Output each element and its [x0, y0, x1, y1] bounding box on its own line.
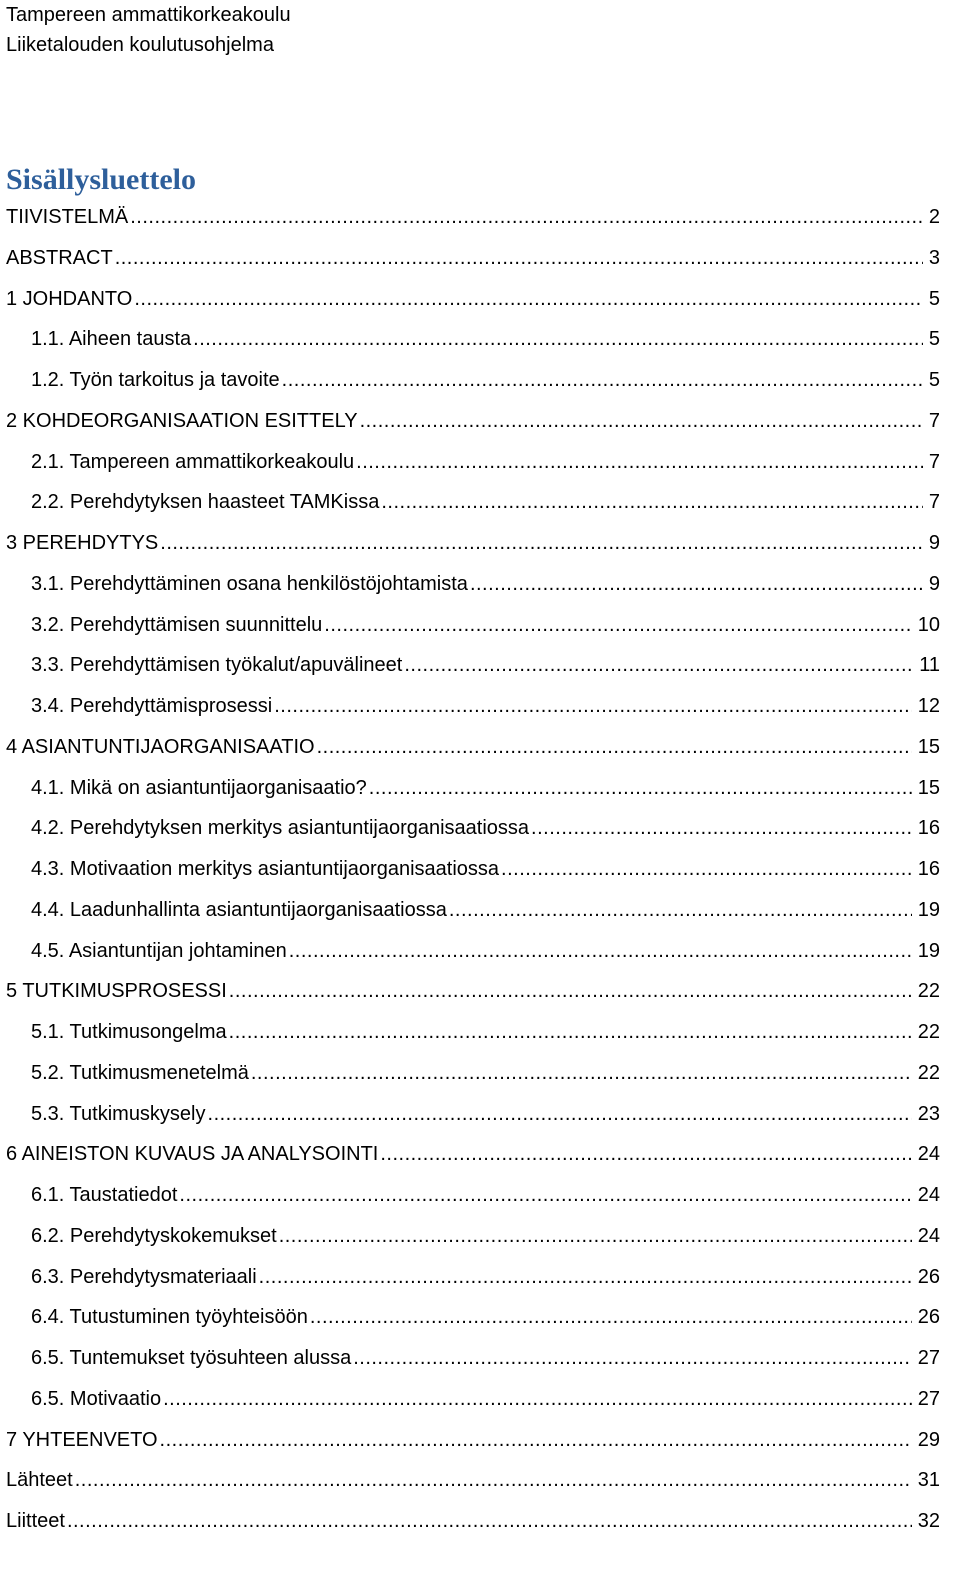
dot-leader [115, 243, 923, 273]
toc-entry-page-number: 15 [917, 777, 940, 799]
toc-entry-page-number: 29 [917, 1429, 940, 1451]
toc-entry-page-number: 5 [928, 288, 940, 310]
toc-entry-page-number: 27 [917, 1347, 940, 1369]
toc-entry-label: 2.1. Tampereen ammattikorkeakoulu [31, 451, 355, 473]
toc-entry[interactable] [31, 854, 940, 884]
toc-entry[interactable] [31, 1384, 940, 1414]
toc-entry-label: 6.2. Perehdytyskokemukset [31, 1225, 277, 1247]
dot-leader [353, 1343, 912, 1373]
toc-entry-page-number: 15 [917, 736, 940, 758]
toc-entry-label: 6.3. Perehdytysmateriaali [31, 1266, 257, 1288]
dot-leader [531, 813, 912, 843]
toc-entry[interactable] [31, 936, 940, 966]
toc-entry-label: 7 YHTEENVETO [6, 1429, 158, 1451]
toc-entry-page-number: 19 [917, 899, 940, 921]
toc-entry-label: 6.1. Taustatiedot [31, 1184, 178, 1206]
toc-entry-page-number: 16 [917, 817, 940, 839]
toc-entry-page-number: 9 [928, 573, 940, 595]
toc-entry-page-number: 26 [917, 1266, 940, 1288]
dot-leader [470, 569, 923, 599]
toc-entry-label: 4 ASIANTUNTIJAORGANISAATIO [6, 736, 315, 758]
toc-entry-label: 4.1. Mikä on asiantuntijaorganisaatio? [31, 777, 367, 799]
toc-entry[interactable] [31, 1262, 940, 1292]
dot-leader [229, 1017, 912, 1047]
dot-leader [310, 1302, 912, 1332]
toc-entry[interactable] [6, 732, 940, 762]
toc-entry-label: 5 TUTKIMUSPROSESSI [6, 980, 227, 1002]
dot-leader [501, 854, 912, 884]
toc-entry-label: 3.3. Perehdyttämisen työkalut/apuvälineet [31, 654, 403, 676]
toc-entry-label: 3 PEREHDYTYS [6, 532, 159, 554]
toc-entry[interactable] [31, 1058, 940, 1088]
dot-leader [259, 1262, 912, 1292]
toc-entry-page-number: 10 [917, 614, 940, 636]
toc-entry[interactable] [31, 895, 940, 925]
toc-entry-label: 2 KOHDEORGANISAATION ESITTELY [6, 410, 358, 432]
toc-entry-label: 1 JOHDANTO [6, 288, 133, 310]
toc-entry[interactable] [6, 1425, 940, 1455]
toc-entry-label: 6.4. Tutustuminen työyhteisöön [31, 1306, 308, 1328]
toc-entry[interactable] [6, 528, 940, 558]
dot-leader [380, 1139, 911, 1169]
toc-entry-page-number: 11 [919, 654, 940, 676]
dot-leader [360, 406, 923, 436]
header-program: Liiketalouden koulutusohjelma [6, 34, 274, 56]
toc-entry-label: 2.2. Perehdytyksen haasteet TAMKissa [31, 491, 380, 513]
dot-leader [67, 1506, 912, 1536]
toc-entry-page-number: 5 [928, 328, 940, 350]
toc-entry[interactable] [31, 610, 940, 640]
toc-entry-label: Lähteet [6, 1469, 73, 1491]
dot-leader [130, 202, 923, 232]
toc-entry[interactable] [31, 487, 940, 517]
dot-leader [369, 773, 912, 803]
toc-entry[interactable] [6, 976, 940, 1006]
dot-leader [279, 1221, 912, 1251]
toc-entry-page-number: 22 [917, 1021, 940, 1043]
toc-entry-page-number: 32 [917, 1510, 940, 1532]
dot-leader [356, 447, 923, 477]
toc-entry-page-number: 24 [917, 1143, 940, 1165]
dot-leader [134, 284, 923, 314]
toc-entry[interactable] [31, 1099, 940, 1129]
toc-entry-label: 6.5. Motivaatio [31, 1388, 162, 1410]
dot-leader [179, 1180, 911, 1210]
dot-leader [282, 365, 923, 395]
toc-entry[interactable] [31, 691, 940, 721]
dot-leader [289, 936, 912, 966]
dot-leader [324, 610, 911, 640]
toc-entry-label: TIIVISTELMÄ [6, 206, 129, 228]
toc-entry-label: 1.2. Työn tarkoitus ja tavoite [31, 369, 280, 391]
dot-leader [75, 1465, 912, 1495]
toc-entry[interactable] [6, 202, 940, 232]
toc-entry-label: Liitteet [6, 1510, 65, 1532]
toc-entry-label: 6 AINEISTON KUVAUS JA ANALYSOINTI [6, 1143, 379, 1165]
toc-entry[interactable] [31, 1343, 940, 1373]
toc-entry-page-number: 5 [928, 369, 940, 391]
dot-leader [163, 1384, 912, 1414]
toc-entry-page-number: 2 [928, 206, 940, 228]
toc-entry-label: 3.4. Perehdyttämisprosessi [31, 695, 273, 717]
toc-entry-page-number: 7 [928, 410, 940, 432]
toc-entry-page-number: 31 [917, 1469, 940, 1491]
toc-entry-label: 5.3. Tutkimuskysely [31, 1103, 206, 1125]
toc-entry[interactable] [6, 1139, 940, 1169]
dot-leader [229, 976, 912, 1006]
toc-entry-page-number: 7 [928, 491, 940, 513]
toc-entry[interactable] [6, 243, 940, 273]
toc-entry-label: ABSTRACT [6, 247, 113, 269]
toc-entry-page-number: 9 [928, 532, 940, 554]
toc-entry[interactable] [6, 1506, 940, 1536]
toc-entry-page-number: 23 [917, 1103, 940, 1125]
toc-entry[interactable] [31, 1017, 940, 1047]
toc-entry-page-number: 26 [917, 1306, 940, 1328]
dot-leader [251, 1058, 912, 1088]
dot-leader [274, 691, 912, 721]
toc-entry-page-number: 27 [917, 1388, 940, 1410]
toc-entry[interactable] [31, 1180, 940, 1210]
dot-leader [160, 528, 923, 558]
toc-entry[interactable] [31, 365, 940, 395]
toc-entry[interactable] [31, 1302, 940, 1332]
toc-entry[interactable] [31, 650, 940, 680]
toc-entry-label: 3.2. Perehdyttämisen suunnittelu [31, 614, 323, 636]
header-institution: Tampereen ammattikorkeakoulu [6, 4, 291, 26]
toc-entry-label: 5.1. Tutkimusongelma [31, 1021, 227, 1043]
toc-entry-page-number: 22 [917, 980, 940, 1002]
toc-entry-page-number: 3 [928, 247, 940, 269]
toc-entry-label: 4.5. Asiantuntijan johtaminen [31, 940, 287, 962]
toc-entry-label: 1.1. Aiheen tausta [31, 328, 192, 350]
dot-leader [160, 1425, 912, 1455]
toc-entry[interactable] [31, 813, 940, 843]
toc-title: Sisällysluettelo [6, 163, 197, 196]
dot-leader [404, 650, 913, 680]
toc-entry-label: 3.1. Perehdyttäminen osana henkilöstöjohtamista [31, 573, 468, 595]
toc-entry-page-number: 24 [917, 1225, 940, 1247]
toc-entry[interactable] [6, 284, 940, 314]
toc-entry-label: 4.4. Laadunhallinta asiantuntijaorganisaatiossa [31, 899, 447, 921]
toc-entry[interactable] [6, 1465, 940, 1495]
toc-entry[interactable] [31, 324, 940, 354]
toc-entry-label: 4.2. Perehdytyksen merkitys asiantuntijaorganisaatiossa [31, 817, 530, 839]
toc-entry[interactable] [31, 773, 940, 803]
dot-leader [449, 895, 912, 925]
dot-leader [193, 324, 923, 354]
toc-entry[interactable] [31, 569, 940, 599]
toc-entry-page-number: 22 [917, 1062, 940, 1084]
toc-entry-label: 5.2. Tutkimusmenetelmä [31, 1062, 249, 1084]
toc-entry-page-number: 19 [917, 940, 940, 962]
dot-leader [208, 1099, 912, 1129]
toc-entry[interactable] [31, 447, 940, 477]
toc-entry[interactable] [31, 1221, 940, 1251]
toc-entry-page-number: 12 [917, 695, 940, 717]
dot-leader [381, 487, 923, 517]
toc-entry[interactable] [6, 406, 940, 436]
toc-entry-label: 4.3. Motivaation merkitys asiantuntijaorganisaatiossa [31, 858, 500, 880]
toc-entry-page-number: 16 [917, 858, 940, 880]
toc-entry-page-number: 7 [928, 451, 940, 473]
toc-entry-label: 6.5. Tuntemukset työsuhteen alussa [31, 1347, 352, 1369]
toc-entry-page-number: 24 [917, 1184, 940, 1206]
dot-leader [317, 732, 912, 762]
